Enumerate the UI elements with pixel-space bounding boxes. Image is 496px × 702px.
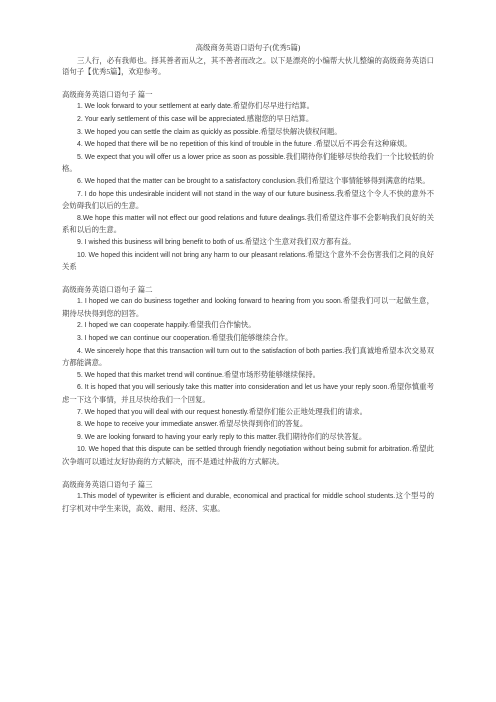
chinese-translation: 我们期待你们能够尽快给我们一个比较低的价格。 bbox=[62, 151, 434, 174]
sentence-item bbox=[62, 369, 434, 382]
english-sentence: 4. We sincerely hope that this transaction will turn out to the satisfaction of both parties. bbox=[77, 347, 345, 355]
section-heading: 高级商务英语口语句子 篇二 bbox=[62, 284, 153, 294]
sentence-item bbox=[62, 151, 434, 175]
chinese-translation: 希望尽快解决债权问题。 bbox=[260, 126, 342, 136]
document-page bbox=[62, 42, 434, 525]
sentence-item bbox=[62, 100, 434, 113]
english-sentence: 2. Your early settlement of this case will be appreciated. bbox=[77, 115, 247, 123]
chinese-translation: 希望我们可以一起做生意，期待尽快得到您的回答。 bbox=[62, 296, 434, 318]
english-sentence: 8.We hope this matter will not effect our good relations and future dealings. bbox=[77, 214, 307, 222]
english-sentence: 1. I hoped we can do business together and looking forward to hearing from you soon. bbox=[77, 298, 343, 306]
sentence-item bbox=[62, 113, 434, 126]
english-sentence: 9. I wished this business will bring benefit to both of us. bbox=[77, 238, 245, 246]
chinese-translation: 希望市场形势能够继续保持。 bbox=[223, 369, 321, 379]
sentence-item bbox=[62, 443, 434, 467]
chinese-translation: 希望这个生意对我们双方都有益。 bbox=[244, 236, 356, 246]
sentence-item bbox=[62, 295, 434, 319]
sentence-item bbox=[62, 406, 434, 419]
chinese-translation: 我们希望这个事情能够得到满意的结果。 bbox=[296, 175, 430, 185]
english-sentence: 5. We expect that you will offer us a lower price as soon as possible. bbox=[77, 153, 286, 161]
sentence-item bbox=[62, 345, 434, 369]
sentence-item bbox=[62, 175, 434, 188]
english-sentence: 1.This model of typewriter is efficient and durable, economical and practical for middle school students. bbox=[77, 493, 396, 501]
chinese-translation: 我们真诚地希望本次交易双方都能满意。 bbox=[62, 345, 434, 368]
chinese-translation: 这个型号的打字机对中学生来说，高效、耐用、经济、实惠。 bbox=[62, 491, 434, 513]
english-sentence: 2. I hoped we can cooperate happily. bbox=[77, 322, 190, 330]
english-sentence: 6. It is hoped that you will seriously take this matter into consideration and let us have your reply soon. bbox=[77, 384, 390, 392]
english-sentence: 10. We hoped this incident will not bring any harm to our pleasant relations. bbox=[77, 251, 308, 259]
english-sentence: 7. I do hope this undesirable incident will not stand in the way of our future business. bbox=[77, 190, 337, 198]
sentence-list bbox=[62, 295, 434, 467]
english-sentence: 4. We hoped that there will be no repetition of this kind of trouble in the future . bbox=[77, 141, 316, 149]
english-sentence: 9. We are looking forward to having your early reply to this matter. bbox=[77, 433, 278, 441]
intro-paragraph: 三人行，必有我师也。择其善者而从之，其不善者而改之。以下是漂亮的小编帮大伙儿整编的高级商务英语口语句子【优秀5篇】，欢迎参考。 bbox=[62, 55, 434, 77]
english-sentence: 1. We look forward to your settlement at early date. bbox=[77, 103, 233, 111]
chinese-translation: 希望我们能够继续合作。 bbox=[211, 333, 293, 343]
english-sentence: 8. We hope to receive your immediate answer. bbox=[77, 421, 219, 429]
chinese-translation: 感谢您的早日结算。 bbox=[246, 113, 314, 123]
sentence-item bbox=[62, 212, 434, 236]
english-sentence: 6. We hoped that the matter can be brought to a satisfactory conclusion. bbox=[77, 177, 297, 185]
sentence-item bbox=[62, 319, 434, 332]
chinese-translation: 我希望这个令人不快的意外不会妨碍我们以后的生意。 bbox=[62, 188, 434, 211]
sentence-item bbox=[62, 381, 434, 405]
sentence-item bbox=[62, 490, 434, 514]
section-heading: 高级商务英语口语句子 篇三 bbox=[62, 479, 153, 489]
sentence-item bbox=[62, 418, 434, 431]
sections-container bbox=[62, 89, 434, 515]
document-title: 高级商务英语口语句子(优秀5篇) bbox=[195, 43, 301, 52]
sentence-item bbox=[62, 431, 434, 444]
chinese-translation: 希望以后不再会有这种麻烦。 bbox=[315, 139, 412, 149]
sentence-item bbox=[62, 138, 434, 151]
english-sentence: 3. I hoped we can continue our cooperation. bbox=[77, 335, 212, 343]
section-heading: 高级商务英语口语句子 篇一 bbox=[62, 89, 153, 99]
chinese-translation: 希望你们尽早进行结算。 bbox=[232, 101, 315, 111]
sentence-item bbox=[62, 332, 434, 345]
sentence-item bbox=[62, 249, 434, 273]
chinese-translation: 希望这个意外不会伤害我们之间的良好关系 bbox=[62, 249, 434, 272]
chinese-translation: 希望我们合作愉快。 bbox=[189, 320, 256, 330]
english-sentence: 5. We hoped that this market trend will continue. bbox=[77, 371, 224, 379]
sentence-list bbox=[62, 490, 434, 514]
english-sentence: 3. We hoped you can settle the claim as quickly as possible. bbox=[77, 128, 261, 136]
sentence-item bbox=[62, 126, 434, 139]
chinese-translation: 希望你们能公正地处理我们的请求。 bbox=[248, 406, 367, 416]
chinese-translation: 我们希望这件事不会影响我们良好的关系和以后的生意。 bbox=[62, 212, 434, 235]
chinese-translation: 希望尽快得到你们的答复。 bbox=[218, 419, 308, 429]
chinese-translation: 希望你慎重考虑一下这个事情，并且尽快给我们一个回复。 bbox=[62, 382, 434, 405]
english-sentence: 10. We hoped that this dispute can be settled through friendly negotiation without being submit for arbitration. bbox=[77, 446, 412, 454]
sentence-item bbox=[62, 236, 434, 249]
english-sentence: 7. We hoped that you will deal with our request honestly. bbox=[77, 408, 249, 416]
chinese-translation: 我们期待你们的尽快答复。 bbox=[277, 431, 367, 441]
sentence-list bbox=[62, 100, 434, 272]
chinese-translation: 希望此次争端可以通过友好协商的方式解决，而不是通过仲裁的方式解决。 bbox=[62, 444, 434, 466]
sentence-item bbox=[62, 188, 434, 212]
